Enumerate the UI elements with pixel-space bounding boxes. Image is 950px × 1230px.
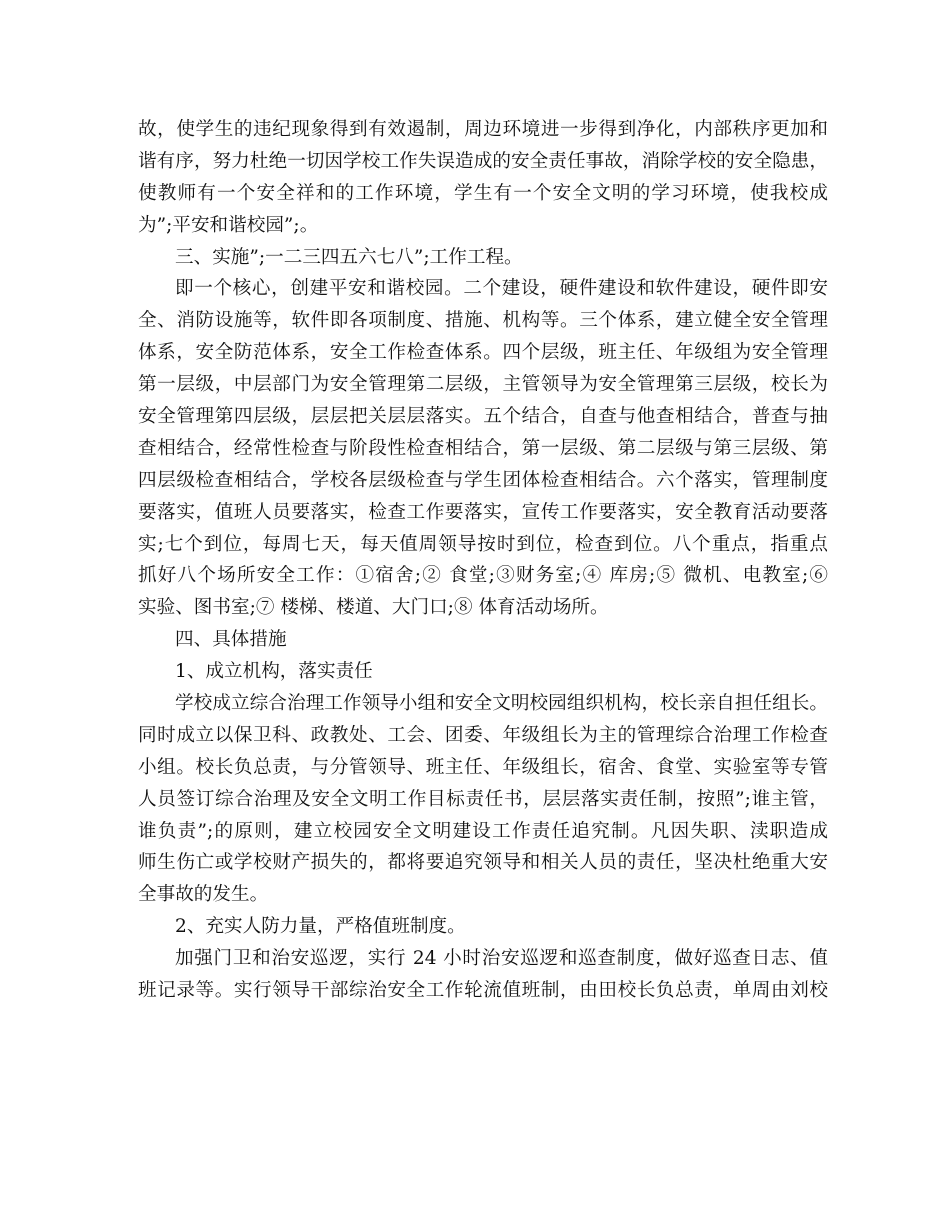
paragraph-line: 师生伤亡或学校财产损失的，都将要追究领导和相关人员的责任，坚决杜绝重大安	[138, 852, 828, 874]
paragraph-line: 班记录等。实行领导干部综治安全工作轮流值班制，由田校长负总责，单周由刘校	[138, 980, 828, 1002]
paragraph-line: 小组。校长负总责，与分管领导、班主任、年级组长，宿舍、食堂、实验室等专管	[138, 756, 828, 778]
paragraph-line: 谐有序，努力杜绝一切因学校工作失误造成的安全责任事故，消除学校的安全隐患，	[138, 150, 828, 172]
paragraph-line: 学校成立综合治理工作领导小组和安全文明校园组织机构，校长亲自担任组长。	[175, 693, 828, 715]
paragraph-line: 查相结合，经常性检查与阶段性检查相结合，第一层级、第二层级与第三层级、第	[138, 437, 828, 459]
paragraph-line: 四层级检查相结合，学校各层级检查与学生团体检查相结合。六个落实，管理制度	[138, 469, 828, 491]
paragraph-line: 实;七个到位，每周七天，每天值周领导按时到位，检查到位。八个重点，指重点	[138, 533, 828, 555]
paragraph-line: 安全管理第四层级，层层把关层层落实。五个结合，自查与他查相结合，普查与抽	[138, 406, 828, 428]
paragraph-line: 即一个核心，创建平安和谐校园。二个建设，硬件建设和软件建设，硬件即安	[175, 278, 828, 300]
paragraph-line: 实验、图书室;⑦ 楼梯、楼道、大门口;⑧ 体育活动场所。	[138, 597, 609, 619]
paragraph-line: 使教师有一个安全祥和的工作环境，学生有一个安全文明的学习环境，使我校成	[138, 182, 828, 204]
paragraph-line: 第一层级，中层部门为安全管理第二层级，主管领导为安全管理第三层级，校长为	[138, 374, 828, 396]
paragraph-line: 谁负责”;的原则，建立校园安全文明建设工作责任追究制。凡因失职、渎职造成	[138, 820, 828, 842]
paragraph-line: 加强门卫和治安巡逻，实行 24 小时治安巡逻和巡查制度，做好巡查日志、值	[175, 948, 828, 970]
paragraph-line: 全事故的发生。	[138, 884, 269, 906]
paragraph-line: 四、具体措施	[175, 629, 287, 651]
paragraph-line: 体系，安全防范体系，安全工作检查体系。四个层级，班主任、年级组为安全管理	[138, 342, 828, 364]
paragraph-line: 抓好八个场所安全工作：①宿舍;② 食堂;③财务室;④ 库房;⑤ 微机、电教室;⑥	[138, 565, 828, 587]
paragraph-line: 为”;平安和谐校园”;。	[138, 214, 319, 236]
document-body	[138, 114, 828, 1007]
paragraph-line: 1、成立机构，落实责任	[175, 661, 373, 683]
paragraph-line: 故，使学生的违纪现象得到有效遏制，周边环境进一步得到净化，内部秩序更加和	[138, 119, 828, 140]
paragraph-line: 三、实施”;一二三四五六七八”;工作工程。	[175, 246, 523, 268]
paragraph-line: 2、充实人防力量，严格值班制度。	[175, 916, 466, 938]
paragraph-line: 全、消防设施等，软件即各项制度、措施、机构等。三个体系，建立健全安全管理	[138, 310, 828, 332]
paragraph-line: 人员签订综合治理及安全文明工作目标责任书，层层落实责任制，按照”;谁主管，	[138, 788, 828, 810]
paragraph-line: 要落实，值班人员要落实，检查工作要落实，宣传工作要落实，安全教育活动要落	[138, 501, 828, 523]
paragraph-line: 同时成立以保卫科、政教处、工会、团委、年级组长为主的管理综合治理工作检查	[138, 724, 828, 746]
